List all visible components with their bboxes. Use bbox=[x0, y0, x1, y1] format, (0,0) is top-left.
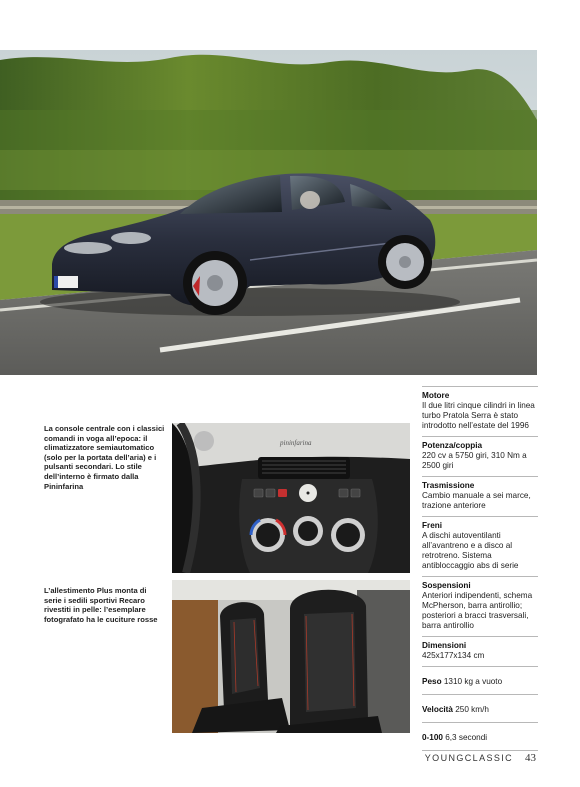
spec-value: 250 km/h bbox=[455, 705, 489, 714]
page-footer bbox=[425, 752, 536, 764]
dashboard-photo bbox=[172, 423, 410, 573]
seats-photo bbox=[172, 580, 410, 733]
spec-suspension bbox=[422, 576, 538, 636]
spec-value: 1310 kg a vuoto bbox=[443, 677, 503, 686]
spec-value: 425x177x134 cm bbox=[422, 651, 485, 660]
spec-label: Trasmissione bbox=[422, 481, 475, 490]
spec-label: Potenza/coppia bbox=[422, 441, 483, 450]
spec-weight bbox=[422, 666, 538, 694]
spec-label: Velocità bbox=[422, 705, 456, 714]
spec-value: A dischi autoventilanti all’avantreno e a disco al retrotreno. Sistema antibloccaggio abs di serie bbox=[422, 531, 519, 570]
magazine-name: YOUNGCLASSIC bbox=[424, 753, 514, 763]
spec-dimensions bbox=[422, 636, 538, 666]
spec-value: Cambio manuale a sei marce, trazione anteriore bbox=[422, 491, 531, 510]
spec-top-speed bbox=[422, 694, 538, 722]
spec-acceleration bbox=[422, 722, 538, 751]
hero-car-photo bbox=[0, 50, 537, 375]
spec-label: Peso bbox=[422, 677, 444, 686]
seats-caption: L’allestimento Plus monta di serie i sedili sportivi Recaro rivestiti in pelle: l’esemplare fotografato ha le cuciture rosse bbox=[44, 586, 158, 624]
spec-power-torque bbox=[422, 436, 538, 476]
spec-label: Motore bbox=[422, 391, 450, 400]
spec-brakes bbox=[422, 516, 538, 576]
spec-transmission bbox=[422, 476, 538, 516]
spec-engine bbox=[422, 386, 538, 436]
spec-label: Dimensioni bbox=[422, 641, 467, 650]
spec-value: Anteriori indipendenti, schema McPherson, barra antirollio; posteriori a bracci trasversali, barra antirollio bbox=[422, 591, 533, 630]
page-number: 43 bbox=[525, 752, 536, 764]
spec-value: 6,3 secondi bbox=[445, 733, 488, 742]
spec-label: 0-100 bbox=[422, 733, 446, 742]
pininfarina-badge: pininfarina bbox=[280, 439, 312, 447]
spec-value: Il due litri cinque cilindri in linea turbo Pratola Serra è stato introdotto nell’estate del 1996 bbox=[422, 401, 535, 430]
spec-value: 220 cv a 5750 giri, 310 Nm a 2500 giri bbox=[422, 451, 527, 470]
spec-label: Freni bbox=[422, 521, 443, 530]
spec-label: Sospensioni bbox=[422, 581, 471, 590]
spec-sheet bbox=[422, 386, 538, 751]
console-caption: La console centrale con i classici comandi in voga all’epoca: il climatizzatore semiautomatico (solo per la portata dell’aria) e i pulsanti secondari. Lo stile dell’interno è firmato dalla Pininfarina bbox=[44, 424, 165, 491]
